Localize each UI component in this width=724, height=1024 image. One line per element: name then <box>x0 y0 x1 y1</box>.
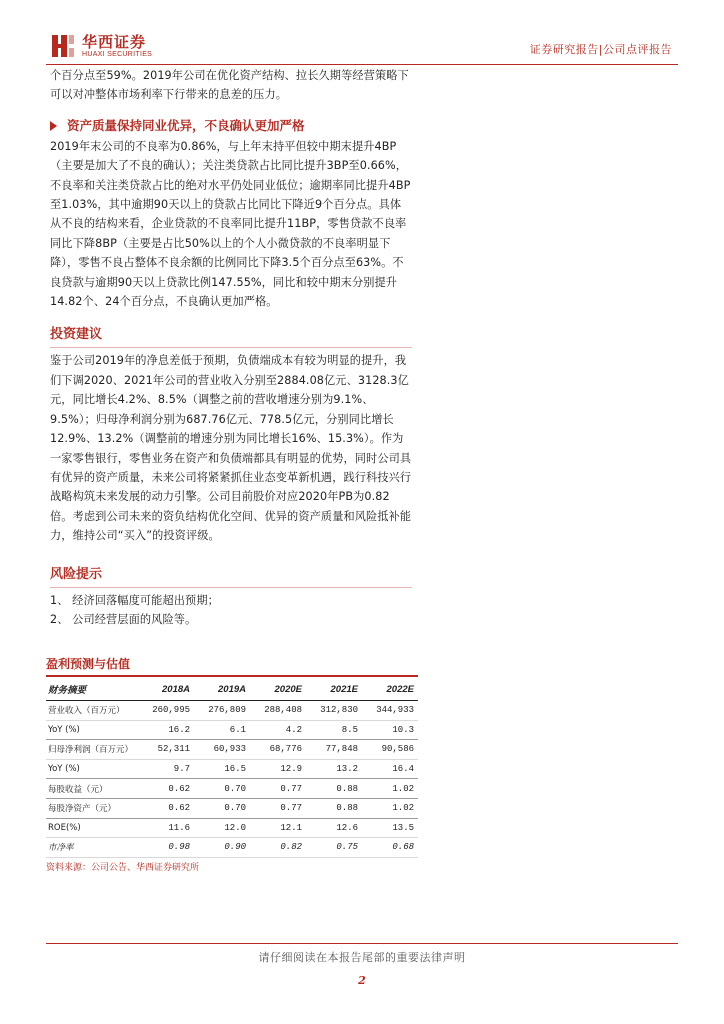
row-label: 每股净资产（元） <box>46 798 138 818</box>
table-cell: 0.68 <box>362 838 418 858</box>
table-row <box>46 838 418 858</box>
table-cell: 0.90 <box>194 838 250 858</box>
table-header-cell: 财务摘要 <box>46 677 138 701</box>
page-number: 2 <box>358 974 366 987</box>
table-cell: 9.7 <box>138 759 194 779</box>
table-row <box>46 798 418 818</box>
table-cell: 288,408 <box>250 701 306 721</box>
footer-divider <box>46 943 678 944</box>
triangle-bullet-icon <box>50 121 57 131</box>
row-label: ROE(%) <box>46 818 138 838</box>
table-cell: 0.88 <box>306 798 362 818</box>
table-cell: 260,995 <box>138 701 194 721</box>
table-header-cell: 2020E <box>250 677 306 701</box>
table-cell: 13.5 <box>362 818 418 838</box>
table-cell: 77,848 <box>306 740 362 760</box>
row-label: 归母净利润（百万元） <box>46 740 138 760</box>
table-cell: 4.2 <box>250 720 306 740</box>
section-risk-title: 风险提示 <box>50 566 412 588</box>
table-cell: 10.3 <box>362 720 418 740</box>
table-cell: 0.62 <box>138 798 194 818</box>
table-cell: 13.2 <box>306 759 362 779</box>
section-asset-quality-text: 2019年末公司的不良率为0.86%，与上年末持平但较中期末提升4BP（主要是加大了不良的确认）；关注类贷款占比同比提升3BP至0.66%，不良率和关注类贷款占比的绝对水平仍处同业低位；逾期率同比提升4BP至1.03%，其中逾期90天以上的贷款占比同比下降近9个百分点。具体从不良的结构来看，企业贷款的不良率同比提升11BP，零售贷款不良率同比下降8BP（主要是占比50%以上的个人小微贷款的不良率明显下降），零售不良占整体不良余额的比例同比下降3.5个百分点至63%。不良贷款与逾期90天以上贷款比例147.55%，同比和较中期末分别提升14.82个、24个百分点，不良确认更加严格。 <box>50 139 411 309</box>
table-row <box>46 759 418 779</box>
forecast-table-title: 盈利预测与估值 <box>46 657 418 677</box>
table-cell: 68,776 <box>250 740 306 760</box>
table-cell: 1.02 <box>362 779 418 799</box>
table-row <box>46 701 418 721</box>
table-cell: 11.6 <box>138 818 194 838</box>
header-divider <box>46 64 678 65</box>
table-row <box>46 740 418 760</box>
forecast-table <box>46 677 418 858</box>
table-cell: 276,809 <box>194 701 250 721</box>
section-investment-advice-title: 投资建议 <box>50 326 412 348</box>
table-header-cell: 2018A <box>138 677 194 701</box>
brand-name-en: HUAXI SECURITIES <box>82 51 153 58</box>
table-cell: 12.9 <box>250 759 306 779</box>
risk-item: 1、 经济回落幅度可能超出预期； <box>50 593 219 607</box>
brand-name <box>82 34 152 59</box>
table-cell: 344,933 <box>362 701 418 721</box>
table-cell: 1.02 <box>362 798 418 818</box>
section-asset-quality-title <box>50 117 412 135</box>
row-label: 每股收益（元） <box>46 779 138 799</box>
table-cell: 0.98 <box>138 838 194 858</box>
table-cell: 0.70 <box>194 779 250 799</box>
table-cell: 16.2 <box>138 720 194 740</box>
table-row <box>46 720 418 740</box>
table-cell: 312,830 <box>306 701 362 721</box>
table-cell: 0.70 <box>194 798 250 818</box>
section-asset-quality-title-text: 资产质量保持同业优异，不良确认更加严格 <box>67 117 305 133</box>
table-cell: 8.5 <box>306 720 362 740</box>
table-header-cell: 2021E <box>306 677 362 701</box>
table-cell: 16.5 <box>194 759 250 779</box>
table-cell: 16.4 <box>362 759 418 779</box>
table-cell: 12.6 <box>306 818 362 838</box>
table-cell: 0.62 <box>138 779 194 799</box>
intro-paragraph: 个百分点至59%。2019年公司在优化资产结构、拉长久期等经营策略下可以对冲整体市场利率下行带来的息差的压力。 <box>50 69 409 102</box>
table-cell: 0.77 <box>250 798 306 818</box>
row-label: YoY (%) <box>46 759 138 779</box>
risk-item: 2、 公司经营层面的风险等。 <box>50 612 197 626</box>
table-cell: 0.75 <box>306 838 362 858</box>
row-label: 市净率 <box>46 838 138 858</box>
table-cell: 52,311 <box>138 740 194 760</box>
table-cell: 12.1 <box>250 818 306 838</box>
report-type: 证券研究报告|公司点评报告 <box>529 43 672 56</box>
table-row <box>46 779 418 799</box>
table-cell: 0.77 <box>250 779 306 799</box>
table-row <box>46 818 418 838</box>
table-header-cell: 2019A <box>194 677 250 701</box>
table-source-note: 资料来源：公司公告、华西证券研究所 <box>46 862 200 873</box>
section-investment-advice-text: 鉴于公司2019年的净息差低于预期，负债端成本有较为明显的提升，我们下调2020、2021年公司的营业收入分别至2884.08亿元、3128.3亿元，同比增长4.2%、8.5%（调整之前的营收增速分别为9.1%、9.5%）；归母净利润分别为687.76亿元、778.5亿元，分别同比增长12.9%、13.2%（调整前的增速分别为同比增长16%、15.3%）。作为一家零售银行，零售业务在资产和负债端都具有明显的优势，同时公司具有优异的资产质量，未来公司将紧紧抓住业态变革新机遇，践行科技兴行战略构筑未来发展的动力引擎。公司目前股价对应2020年PB为0.82倍。考虑到公司未来的资负结构优化空间、优异的资产质量和风险抵补能力，维持公司“买入”的投资评级。 <box>50 354 412 543</box>
row-label: YoY (%) <box>46 720 138 740</box>
table-header-cell: 2022E <box>362 677 418 701</box>
brand-name-cn: 华西证券 <box>82 33 147 51</box>
table-header-row <box>46 677 418 701</box>
table-cell: 0.82 <box>250 838 306 858</box>
table-cell: 6.1 <box>194 720 250 740</box>
table-cell: 12.0 <box>194 818 250 838</box>
row-label: 营业收入（百万元） <box>46 701 138 721</box>
footer-disclaimer: 请仔细阅读在本报告尾部的重要法律声明 <box>258 951 466 964</box>
huaxi-logo-icon <box>50 33 76 59</box>
page-header <box>0 0 724 64</box>
table-cell: 60,933 <box>194 740 250 760</box>
table-cell: 90,586 <box>362 740 418 760</box>
table-cell: 0.88 <box>306 779 362 799</box>
forecast-table-section <box>46 657 418 874</box>
report-body <box>50 66 412 629</box>
